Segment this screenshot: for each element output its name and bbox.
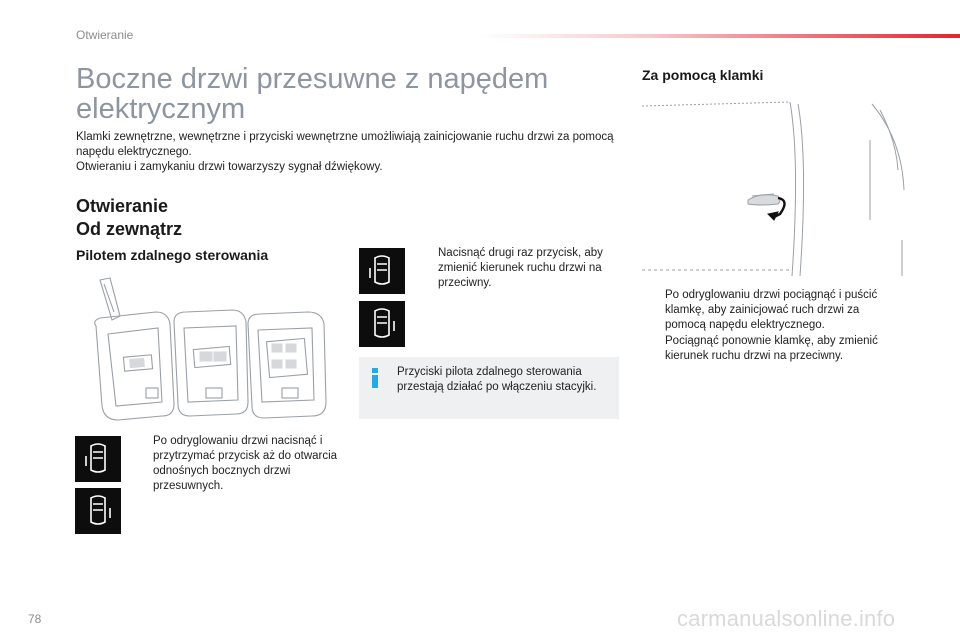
remote-keys-illustration [86,276,336,426]
sliding-door-left-icon [359,248,405,294]
watermark: carmanualsonline.info [677,606,896,631]
heading-from-outside: Od zewnątrz [76,219,183,239]
heading-by-handle: Za pomocą klamki [642,67,764,83]
header-accent-bar [480,34,960,38]
page-title: Boczne drzwi przesuwne z napędem elektrycznym [76,63,549,125]
sliding-door-right-icon [359,301,405,347]
remote-step-hold: Po odryglowaniu drzwi nacisnąć i przytrzymać przycisk aż do otwarcia odnośnych bocznych drzwi przesuwnych. [153,435,338,492]
sliding-door-left-icon [75,436,121,482]
remote-step-second-press: Nacisnąć drugi raz przycisk, aby zmienić kierunek ruchu drzwi na przeciwny. [438,247,603,289]
heading-remote-control: Pilotem zdalnego sterowania [76,247,269,263]
intro-paragraph: Klamki zewnętrzne, wewnętrzne i przyciski wewnętrzne umożliwiają zainicjowanie ruchu drzwi za pomocą napędu elektrycznego. [76,131,614,158]
intro-paragraph: Otwieraniu i zamykaniu drzwi towarzyszy sygnał dźwiękowy. [76,161,383,173]
info-note-text: Przyciski pilota zdalnego sterowania przestają działać po włączeniu stacyjki. [397,366,597,393]
info-note-box [359,357,619,419]
intro-text [76,130,636,175]
heading-opening: Otwieranie [76,196,169,216]
section-label: Otwieranie [76,28,134,42]
page-number: 78 [28,612,42,626]
handle-step-pull: Po odryglowaniu drzwi pociągnąć i puścić klamkę, aby zainicjować ruch drzwi za pomocą napędu elektrycznego. [665,289,878,331]
sliding-door-right-icon [75,488,121,534]
info-icon [367,367,383,389]
handle-step-reverse: Pociągnąć ponownie klamkę, aby zmienić kierunek ruchu drzwi na przeciwny. [665,335,878,362]
door-handle-illustration [640,100,906,278]
